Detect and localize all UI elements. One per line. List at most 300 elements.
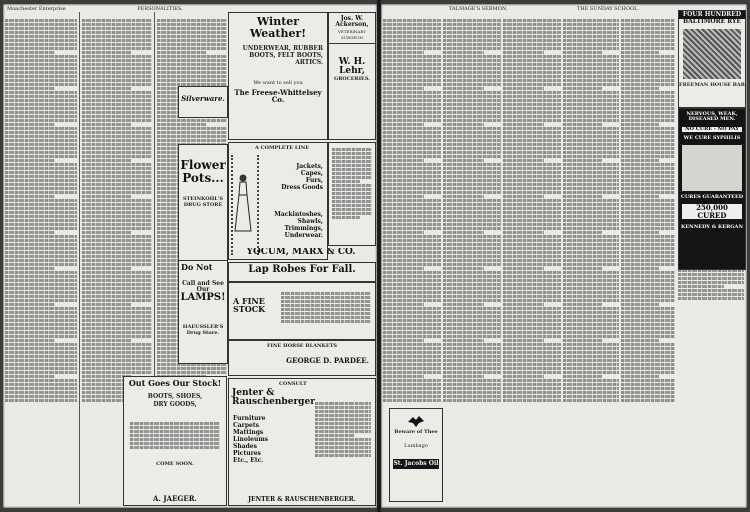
text-line <box>82 363 152 366</box>
text-line <box>621 331 675 334</box>
text-line <box>5 35 77 38</box>
text-line <box>443 311 501 314</box>
text-line <box>503 67 561 70</box>
text-line <box>82 263 152 266</box>
text-line <box>503 347 561 350</box>
text-line <box>503 59 561 62</box>
text-line <box>443 343 501 346</box>
text-line <box>315 454 371 457</box>
text-line <box>443 75 501 78</box>
text-line <box>5 95 77 98</box>
text-line <box>443 159 484 162</box>
text-line <box>563 243 619 246</box>
fine-stock-title: A FINE STOCK <box>233 296 266 315</box>
text-line <box>678 297 744 300</box>
text-line <box>82 127 152 130</box>
text-line <box>5 59 77 62</box>
text-line <box>621 119 675 122</box>
text-line <box>5 223 77 226</box>
text-line <box>82 219 152 222</box>
text-line <box>621 23 675 26</box>
text-line <box>503 303 544 306</box>
text-line <box>383 379 441 382</box>
text-line <box>503 23 561 26</box>
text-line <box>503 187 561 190</box>
text-line <box>443 219 501 222</box>
ornamental-border <box>231 155 259 255</box>
text-line <box>443 235 501 238</box>
text-line <box>503 251 561 254</box>
text-line <box>383 171 441 174</box>
text-line <box>621 259 675 262</box>
text-line <box>443 103 501 106</box>
text-line <box>332 176 372 179</box>
text-line <box>503 227 561 230</box>
text-line <box>443 355 501 358</box>
text-line <box>82 215 152 218</box>
text-line <box>503 283 561 286</box>
text-line <box>383 319 441 322</box>
text-line <box>621 179 675 182</box>
text-line <box>383 307 441 310</box>
text-line <box>82 319 152 322</box>
text-line <box>621 207 675 210</box>
text-line <box>82 159 131 162</box>
text-line <box>443 315 501 318</box>
text-line <box>503 183 561 186</box>
text-line <box>383 91 441 94</box>
text-line <box>563 131 619 134</box>
text-line <box>443 347 501 350</box>
text-line <box>5 27 77 30</box>
text-line <box>383 103 441 106</box>
text-line <box>383 35 441 38</box>
text-line <box>503 211 561 214</box>
text-line <box>5 39 77 42</box>
text-line <box>157 47 227 50</box>
text-line <box>503 19 561 22</box>
text-line <box>5 367 77 370</box>
text-line <box>503 39 561 42</box>
winter-weather-ad <box>228 12 328 140</box>
text-line <box>82 371 152 374</box>
text-line <box>503 239 561 242</box>
text-line <box>443 63 501 66</box>
text-line <box>443 327 501 330</box>
text-line <box>383 79 441 82</box>
text-line <box>621 359 675 362</box>
text-line <box>563 63 619 66</box>
text-line <box>563 115 619 118</box>
fine-stock-ad <box>228 282 376 340</box>
freeman-bar: FREEMAN HOUSE BAR <box>679 81 745 88</box>
text-line <box>157 23 227 26</box>
text-line <box>82 131 152 134</box>
text-line <box>443 367 501 370</box>
text-line <box>503 95 561 98</box>
text-line <box>5 247 77 250</box>
text-line <box>503 135 561 138</box>
text-line <box>503 103 561 106</box>
text-line <box>383 303 424 306</box>
text-line <box>383 239 441 242</box>
text-line <box>383 131 441 134</box>
text-line <box>82 143 152 146</box>
text-line <box>563 147 619 150</box>
text-line <box>82 351 152 354</box>
text-line <box>563 163 619 166</box>
text-line <box>621 175 675 178</box>
text-line <box>383 223 441 226</box>
text-line <box>383 255 441 258</box>
right-page <box>381 4 747 508</box>
text-line <box>383 235 441 238</box>
text-line <box>82 271 152 274</box>
text-line <box>82 303 131 306</box>
text-line <box>621 323 675 326</box>
text-line <box>315 430 371 433</box>
text-line <box>82 23 152 26</box>
text-line <box>503 363 561 366</box>
text-line <box>503 27 561 30</box>
text-line <box>383 123 424 126</box>
text-line <box>5 71 77 74</box>
text-line <box>443 307 501 310</box>
text-line <box>563 43 619 46</box>
text-line <box>503 339 544 342</box>
text-line <box>383 67 441 70</box>
text-line <box>621 391 675 394</box>
cloak-item: Trimmings, <box>284 225 323 232</box>
text-line <box>678 281 744 284</box>
text-line <box>621 227 675 230</box>
text-line <box>157 51 206 54</box>
text-line <box>82 179 152 182</box>
text-line <box>563 307 619 310</box>
text-line <box>443 35 501 38</box>
text-line <box>503 203 561 206</box>
text-line <box>281 320 371 323</box>
text-line <box>5 207 77 210</box>
text-line <box>383 383 441 386</box>
text-line <box>563 195 602 198</box>
text-line <box>5 63 77 66</box>
text-line <box>383 219 441 222</box>
cloak-list-2 <box>259 211 323 239</box>
text-line <box>503 271 561 274</box>
text-line <box>82 279 152 282</box>
text-line <box>443 55 501 58</box>
text-line <box>130 442 220 445</box>
text-line <box>563 135 619 138</box>
text-line <box>443 391 501 394</box>
text-line <box>621 271 675 274</box>
text-line <box>503 291 561 294</box>
text-line <box>383 327 441 330</box>
text-line <box>5 23 77 26</box>
text-line <box>443 155 501 158</box>
text-line <box>503 195 544 198</box>
text-line <box>5 43 77 46</box>
text-line <box>621 171 675 174</box>
text-line <box>563 91 619 94</box>
text-line <box>563 303 602 306</box>
cures-count: 250,000 CURED <box>682 204 742 219</box>
text-line <box>383 155 441 158</box>
text-line <box>503 167 561 170</box>
text-line <box>383 127 441 130</box>
text-line <box>443 263 501 266</box>
cloaks-ad <box>228 142 328 260</box>
winter-items: UNDERWEAR, RUBBER BOOTS, FELT BOOTS, ARTICS. <box>242 45 323 67</box>
text-line <box>82 295 152 298</box>
text-line <box>503 139 561 142</box>
text-line <box>5 75 77 78</box>
text-line <box>82 283 152 286</box>
text-line <box>157 27 227 30</box>
text-line <box>621 307 675 310</box>
text-line <box>82 247 152 250</box>
text-line <box>5 343 77 346</box>
text-line <box>678 293 744 296</box>
text-line <box>383 55 441 58</box>
text-line <box>563 107 619 110</box>
text-line <box>563 35 619 38</box>
text-line <box>82 195 131 198</box>
text-line <box>5 295 77 298</box>
text-line <box>332 188 372 191</box>
text-line <box>5 147 77 150</box>
text-line <box>621 63 675 66</box>
jaeger-name: A. JAEGER. <box>153 493 197 503</box>
text-line <box>563 119 619 122</box>
text-line <box>157 75 227 78</box>
text-line <box>503 383 561 386</box>
text-line <box>5 123 55 126</box>
no-cure: NO CURE - NO PAY <box>682 127 742 132</box>
text-line <box>82 31 152 34</box>
text-line <box>5 327 77 330</box>
text-line <box>621 43 675 46</box>
text-line <box>503 115 561 118</box>
text-line <box>383 83 441 86</box>
text-line <box>563 227 619 230</box>
cloak-item: Jackets, <box>296 163 323 170</box>
text-line <box>5 111 77 114</box>
text-line <box>82 51 131 54</box>
text-line <box>443 95 501 98</box>
text-line <box>82 299 152 302</box>
text-line <box>5 351 77 354</box>
text-line <box>563 83 619 86</box>
text-line <box>443 375 484 378</box>
text-line <box>443 135 501 138</box>
text-line <box>563 391 619 394</box>
text-line <box>5 139 77 142</box>
text-line <box>563 27 619 30</box>
text-line <box>383 227 441 230</box>
text-line <box>503 223 561 226</box>
text-line <box>5 251 77 254</box>
text-line <box>443 139 501 142</box>
winter-title: Winter Weather! <box>249 15 307 40</box>
text-line <box>5 323 77 326</box>
text-line <box>443 27 501 30</box>
text-line <box>503 287 561 290</box>
text-line <box>383 179 441 182</box>
text-line <box>82 39 152 42</box>
text-line <box>443 43 501 46</box>
text-line <box>5 91 77 94</box>
text-line <box>503 199 561 202</box>
text-line <box>621 291 675 294</box>
text-line <box>563 375 602 378</box>
text-line <box>157 43 227 46</box>
text-line <box>383 47 441 50</box>
text-line <box>5 263 77 266</box>
text-line <box>332 208 372 211</box>
kennedy-name: KENNEDY & KERGAN <box>680 223 744 230</box>
text-line <box>383 111 441 114</box>
text-line <box>563 151 619 154</box>
text-line <box>82 231 131 234</box>
text-line <box>383 231 424 234</box>
text-line <box>443 371 501 374</box>
text-line <box>383 43 441 46</box>
text-line <box>563 395 619 398</box>
text-line <box>503 395 561 398</box>
text-line <box>678 289 744 292</box>
text-line <box>82 275 152 278</box>
lehr-name: W. H. Lehr, <box>338 56 366 77</box>
text-line <box>563 31 619 34</box>
text-line <box>5 299 77 302</box>
text-line <box>383 207 441 210</box>
text-line <box>443 339 484 342</box>
text-line <box>5 131 77 134</box>
text-line <box>82 311 152 314</box>
text-line <box>5 239 77 242</box>
text-line <box>563 207 619 210</box>
text-line <box>678 285 724 288</box>
text-line <box>443 191 501 194</box>
text-line <box>383 315 441 318</box>
jenter-item: Shades <box>233 443 257 450</box>
text-line <box>563 175 619 178</box>
text-line <box>503 243 561 246</box>
closing-out-ad <box>123 376 227 506</box>
text-line <box>383 107 441 110</box>
text-line <box>563 347 619 350</box>
r-text-column-3 <box>503 18 561 504</box>
text-line <box>503 159 544 162</box>
ackerson-lehr-ad <box>328 12 376 140</box>
text-line <box>503 319 561 322</box>
text-line <box>621 375 659 378</box>
text-line <box>563 71 619 74</box>
text-line <box>621 363 675 366</box>
text-line <box>621 67 675 70</box>
text-line <box>443 299 501 302</box>
text-line <box>563 363 619 366</box>
text-line <box>503 147 561 150</box>
text-line <box>443 335 501 338</box>
text-line <box>157 19 227 22</box>
baltimore-rye: BALTIMORE RYE <box>683 18 741 26</box>
text-line <box>621 143 675 146</box>
text-line <box>621 251 675 254</box>
text-line <box>503 323 561 326</box>
text-line <box>5 267 55 270</box>
text-line <box>315 434 354 437</box>
text-line <box>443 291 501 294</box>
closing-title: Out Goes Our Stock! <box>128 378 222 388</box>
text-line <box>621 139 675 142</box>
text-line <box>443 399 501 402</box>
text-line <box>621 155 675 158</box>
text-line <box>383 387 441 390</box>
text-line <box>315 402 371 405</box>
text-column-1 <box>5 18 77 504</box>
text-line <box>383 75 441 78</box>
text-line <box>5 203 77 206</box>
text-line <box>621 111 675 114</box>
cloak-item: Dress Goods <box>281 184 323 191</box>
text-line <box>563 79 619 82</box>
text-line <box>621 243 675 246</box>
text-line <box>503 87 544 90</box>
text-line <box>332 216 360 219</box>
text-line <box>503 235 561 238</box>
text-line <box>5 151 77 154</box>
left-page <box>3 4 377 508</box>
text-line <box>383 31 441 34</box>
text-line <box>157 127 227 130</box>
text-line <box>157 31 227 34</box>
text-line <box>82 343 152 346</box>
text-line <box>621 167 675 170</box>
text-line <box>383 139 441 142</box>
text-line <box>281 296 371 299</box>
text-line <box>563 39 619 42</box>
text-line <box>503 267 544 270</box>
text-line <box>621 347 675 350</box>
text-line <box>563 343 619 346</box>
text-line <box>443 91 501 94</box>
text-line <box>82 239 152 242</box>
yocum-title: YOCUM, MARX & CO. <box>246 248 356 257</box>
text-line <box>5 331 77 334</box>
text-line <box>383 351 441 354</box>
text-line <box>82 207 152 210</box>
text-line <box>621 351 675 354</box>
text-line <box>443 223 501 226</box>
text-line <box>5 255 77 258</box>
text-line <box>563 223 619 226</box>
text-line <box>82 43 152 46</box>
text-line <box>383 271 441 274</box>
text-line <box>503 231 544 234</box>
text-line <box>5 171 77 174</box>
text-line <box>5 275 77 278</box>
text-line <box>563 271 619 274</box>
text-line <box>621 83 675 86</box>
text-line <box>82 323 152 326</box>
text-line <box>563 239 619 242</box>
text-line <box>443 83 501 86</box>
silverware-title: Silverware. <box>181 94 225 103</box>
text-line <box>82 235 152 238</box>
